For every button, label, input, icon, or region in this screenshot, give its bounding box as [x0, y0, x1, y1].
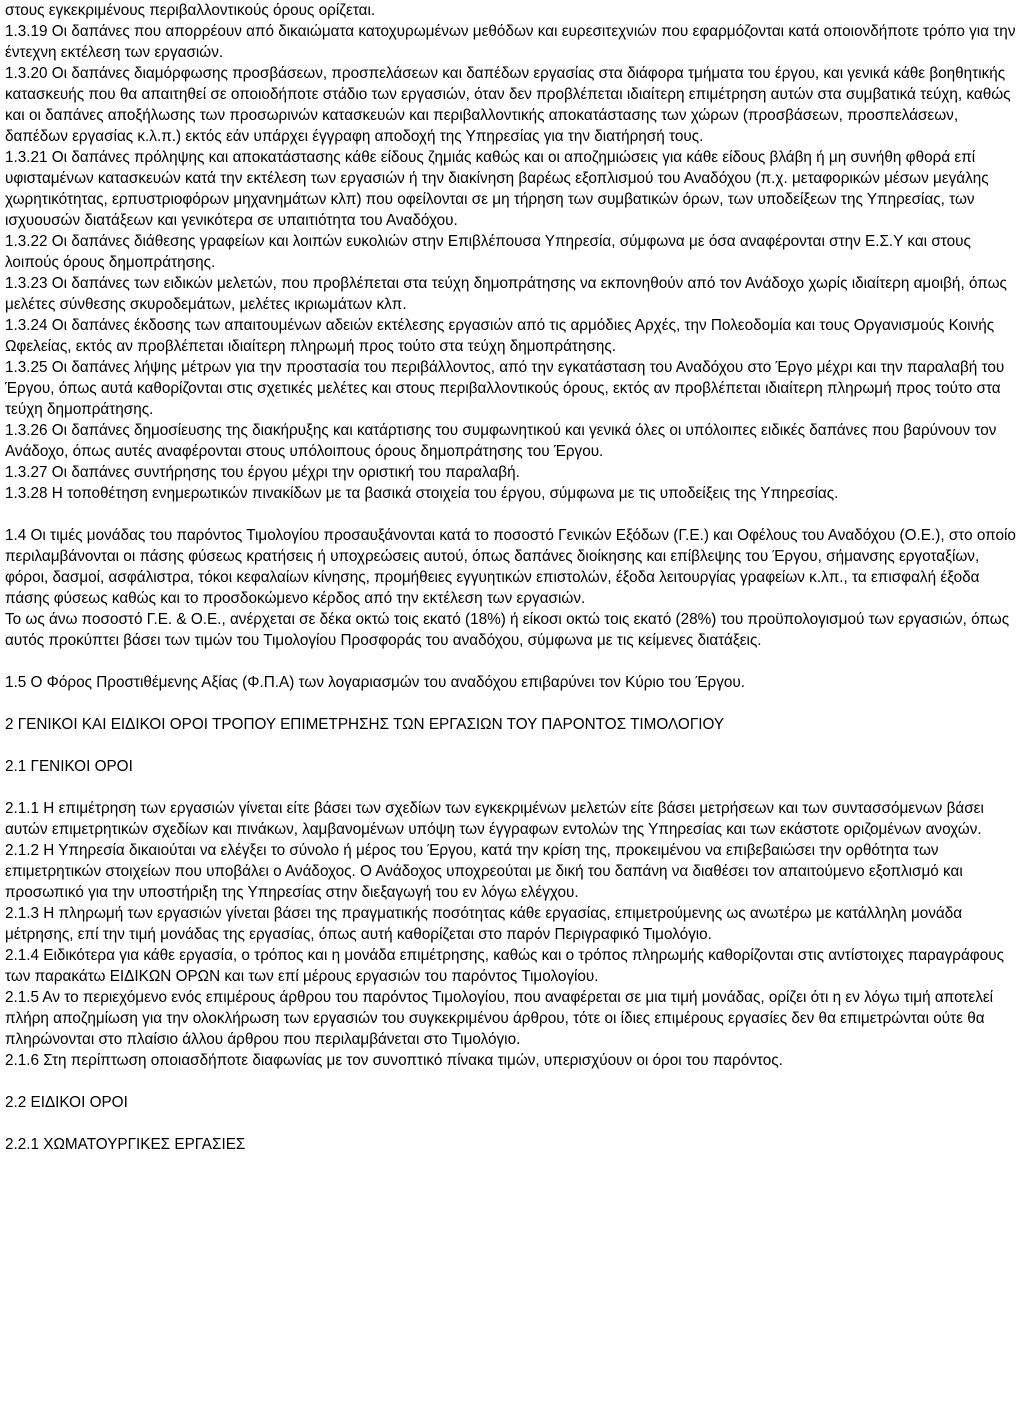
paragraph-2-1-5: 2.1.5 Αν το περιεχόμενο ενός επιμέρους άρθρου του παρόντος Τιμολογίου, που αναφέρεται σε μια τιμή μονάδας, ορίζει ότι η εν λόγω τιμή αποτελεί πλήρη αποζημίωση για την ολοκλήρωση των εργασιών του συγκεκριμένου άρθρου, τότε οι ίδιες επιμέρους εργασίες δεν θα επιμετρώνται ούτε θα πληρώνονται στο πλαίσιο άλλου άρθρου που περιλαμβάνεται στο Τιμολόγιο.: [5, 989, 994, 1048]
paragraph-spacer: [5, 777, 1021, 798]
section-heading-2-1: 2.1 ΓΕΝΙΚΟΙ ΟΡΟΙ: [5, 758, 133, 775]
paragraph-2-1-4: 2.1.4 Ειδικότερα για κάθε εργασία, ο τρόπος και η μονάδα επιμέτρησης, καθώς και ο τρόπος πληρωμής καθορίζονται στις αντίστοιχες παραγράφους των παρακάτω ΕΙΔΙΚΩΝ ΟΡΩΝ και των επί μέρους εργασιών του παρόντος Τιμολογίου.: [5, 947, 1004, 985]
paragraph-spacer: [5, 504, 1021, 525]
paragraph-1-3-24: 1.3.24 Οι δαπάνες έκδοσης των απαιτουμένων αδειών εκτέλεσης εργασιών από τις αρμόδιες Αρχές, την Πολεοδομία και τους Οργανισμούς Κοινής Ωφελείας, εκτός αν προβλέπεται ιδιαίτερη πληρωμή προς τούτο στα τεύχη δημοπράτησης.: [5, 317, 995, 355]
paragraph-spacer: [5, 693, 1021, 714]
paragraph-1-3-22: 1.3.22 Οι δαπάνες διάθεσης γραφείων και λοιπών ευκολιών στην Επιβλέπουσα Υπηρεσία, σύμφωνα με όσα αναφέρονται στην Ε.Σ.Υ και στους λοιπούς όρους δημοπράτησης.: [5, 233, 971, 271]
paragraph-2-1-3: 2.1.3 Η πληρωμή των εργασιών γίνεται βάσει της πραγματικής ποσότητας κάθε εργασίας, επιμετρούμενης ως ανωτέρω με κατάλληλη μονάδα μέτρησης, επί την τιμή μονάδας της εργασίας, όπως αυτή καθορίζεται στο παρόν Περιγραφικό Τιμολόγιο.: [5, 905, 963, 943]
paragraph-1-4-percentage: Το ως άνω ποσοστό Γ.Ε. & Ο.Ε., ανέρχεται σε δέκα οκτώ τοις εκατό (18%) ή είκοσι οκτώ τοις εκατό (28%) του προϋπολογισμού των εργασιών, όπως αυτός προκύπτει βάσει των τιμών του Τιμολογίου Προσφοράς του αναδόχου, σύμφωνα με τις κείμενες διατάξεις.: [5, 611, 1010, 649]
section-heading-2-2: 2.2 ΕΙΔΙΚΟΙ ΟΡΟΙ: [5, 1094, 128, 1111]
paragraph-spacer: [5, 735, 1021, 756]
paragraph-spacer: [5, 1113, 1021, 1134]
paragraph-1-3-19: 1.3.19 Οι δαπάνες που απορρέουν από δικαιώματα κατοχυρωμένων μεθόδων και ευρεσιτεχνιών που εφαρμόζονται κατά οποιονδήποτε τρόπο για την έντεχνη εκτέλεση των εργασιών.: [5, 23, 1016, 61]
paragraph-1-3-20: 1.3.20 Οι δαπάνες διαμόρφωσης προσβάσεων, προσπελάσεων και δαπέδων εργασίας στα διάφορα τμήματα του έργου, και γενικά κάθε βοηθητικής κατασκευής που θα απαιτηθεί σε οποιοδήποτε στάδιο των εργασιών, όταν δεν προβλέπεται ιδιαίτερη επιμέτρηση αυτών στα συμβατικά τεύχη, καθώς και οι δαπάνες αποξήλωσης των προσωρινών κατασκευών και περιβαλλοντικής αποκατάστασης των χώρων (προσβάσεων, προσπελάσεων, δαπέδων εργασίας κ.λ.π.) εκτός εάν υπάρχει έγγραφη αποδοχή της Υπηρεσίας για την διατήρησή τους.: [5, 65, 1011, 145]
section-heading-2-2-1: 2.2.1 ΧΩΜΑΤΟΥΡΓΙΚΕΣ ΕΡΓΑΣΙΕΣ: [5, 1136, 246, 1153]
paragraph-2-1-1: 2.1.1 Η επιμέτρηση των εργασιών γίνεται είτε βάσει των σχεδίων των εγκεκριμένων μελετών είτε βάσει μετρήσεων και των συντασσόμενων βάσει αυτών επιμετρητικών σχεδίων και πινάκων, λαμβανομένων υπόψη των έγγραφων εντολών της Υπηρεσίας και των εκάστοτε οριζομένων ανοχών.: [5, 800, 984, 838]
document-page: [5, 0, 1021, 1155]
paragraph-2-1-6: 2.1.6 Στη περίπτωση οποιασδήποτε διαφωνίας με τον συνοπτικό πίνακα τιμών, υπερισχύουν οι όροι του παρόντος.: [5, 1052, 783, 1069]
paragraph-2-1-2: 2.1.2 Η Υπηρεσία δικαιούται να ελέγξει το σύνολο ή μέρος του Έργου, κατά την κρίση της, προκειμένου να επιβεβαιώσει την ορθότητα των επιμετρητικών στοιχείων που υποβάλει ο Ανάδοχος. Ο Ανάδοχος υποχρεούται με δική του δαπάνη να διαθέσει τον απαιτούμενο εξοπλισμό και προσωπικό για την υποστήριξη της Υπηρεσίας στην διεξαγωγή του εν λόγω ελέγχου.: [5, 842, 963, 901]
section-heading-2: 2 ΓΕΝΙΚΟΙ ΚΑΙ ΕΙΔΙΚΟΙ ΟΡΟΙ ΤΡΟΠΟΥ ΕΠΙΜΕΤΡΗΣΗΣ ΤΩΝ ΕΡΓΑΣΙΩΝ ΤΟΥ ΠΑΡΟΝΤΟΣ ΤΙΜΟΛΟΓΙΟΥ: [5, 716, 725, 733]
paragraph-spacer: [5, 651, 1021, 672]
paragraph-1-4: 1.4 Οι τιμές μονάδας του παρόντος Τιμολογίου προσαυξάνονται κατά το ποσοστό Γενικών Εξόδων (Γ.Ε.) και Οφέλους του Αναδόχου (Ο.Ε.), στο οποίο περιλαμβάνονται οι πάσης φύσεως κρατήσεις ή υποχρεώσεις αυτού, όπως δαπάνες διοίκησης και επίβλεψης του Έργου, σήμανσης εργοταξίων, φόροι, δασμοί, ασφάλιστρα, τόκοι κεφαλαίων κίνησης, προμήθειες εγγυητικών επιστολών, έξοδα λειτουργίας γραφείων κ.λπ., τα επισφαλή έξοδα πάσης φύσεως καθώς και το προσδοκώμενο κέρδος από την εκτέλεση των εργασιών.: [5, 527, 1016, 607]
paragraph-spacer: [5, 1071, 1021, 1092]
paragraph-1-3-21: 1.3.21 Οι δαπάνες πρόληψης και αποκατάστασης κάθε είδους ζημιάς καθώς και οι αποζημιώσεις για κάθε είδους βλάβη ή μη συνήθη φθορά επί υφισταμένων κατασκευών κατά την εκτέλεση των εργασιών ή την διακίνηση βαρέως εξοπλισμού του Αναδόχου (π.χ. μεταφορικών μέσων μεγάλης χωρητικότητας, ερπυστριοφόρων μηχανημάτων κλπ) που οφείλονται σε μη τήρηση των συμβατικών όρων, των υποδείξεων της Υπηρεσίας, των ισχυουσών διατάξεων και γενικότερα σε υπαιτιότητα του Αναδόχου.: [5, 149, 989, 229]
paragraph-1-5: 1.5 Ο Φόρος Προστιθέμενης Αξίας (Φ.Π.Α) των λογαριασμών του αναδόχου επιβαρύνει τον Κύριο του Έργου.: [5, 674, 745, 691]
paragraph-1-3-28: 1.3.28 Η τοποθέτηση ενημερωτικών πινακίδων με τα βασικά στοιχεία του έργου, σύμφωνα με τις υποδείξεις της Υπηρεσίας.: [5, 485, 839, 502]
paragraph-environmental-terms-tail: στους εγκεκριμένους περιβαλλοντικούς όρους ορίζεται.: [5, 2, 376, 19]
paragraph-1-3-27: 1.3.27 Οι δαπάνες συντήρησης του έργου μέχρι την οριστική του παραλαβή.: [5, 464, 520, 481]
paragraph-1-3-26: 1.3.26 Οι δαπάνες δημοσίευσης της διακήρυξης και κατάρτισης του συμφωνητικού και γενικά όλες οι υπόλοιπες ειδικές δαπάνες που βαρύνουν τον Ανάδοχο, όπως αυτές αναφέρονται στους υπόλοιπους όρους δημοπράτησης του Έργου.: [5, 422, 997, 460]
paragraph-1-3-23: 1.3.23 Οι δαπάνες των ειδικών μελετών, που προβλέπεται στα τεύχη δημοπράτησης να εκπονηθούν από τον Ανάδοχο χωρίς ιδιαίτερη αμοιβή, όπως μελέτες σύνθεσης σκυροδεμάτων, μελέτες ικριωμάτων κλπ.: [5, 275, 1007, 313]
paragraph-1-3-25: 1.3.25 Οι δαπάνες λήψης μέτρων για την προστασία του περιβάλλοντος, από την εγκατάσταση του Αναδόχου στο Έργο μέχρι και την παραλαβή του Έργου, όπως αυτά καθορίζονται στις σχετικές μελέτες και στους περιβαλλοντικούς όρους, εκτός αν προβλέπεται ιδιαίτερη πληρωμή προς τούτο στα τεύχη δημοπράτησης.: [5, 359, 1005, 418]
